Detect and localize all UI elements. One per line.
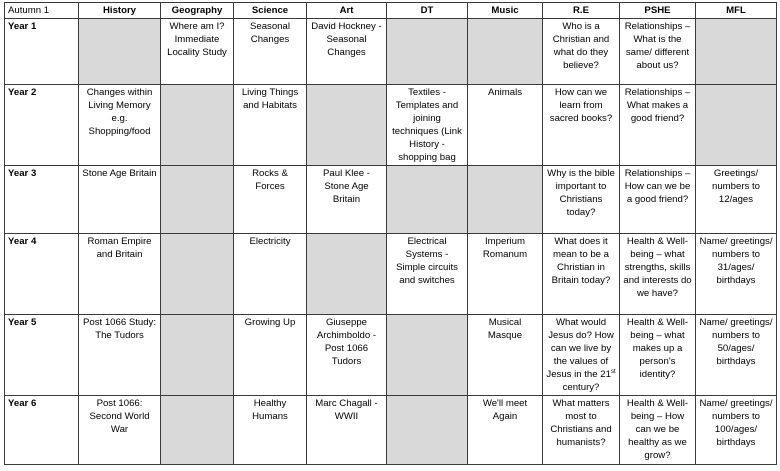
table-cell-empty: [161, 166, 234, 234]
table-cell: We'll meet Again: [468, 396, 543, 465]
table-cell-empty: [468, 166, 543, 234]
table-cell: Animals: [468, 85, 543, 166]
table-cell: Health & Well-being – How can we be healthy as we grow?: [620, 396, 696, 465]
table-cell-empty: [161, 396, 234, 465]
table-cell: Relationships – What is the same/ different about us?: [620, 19, 696, 85]
year-label: Year 6: [5, 396, 79, 465]
curriculum-table: [4, 2, 777, 465]
table-cell: Relationships – How can we be a good friend?: [620, 166, 696, 234]
year-label: Year 1: [5, 19, 79, 85]
table-row: [5, 166, 777, 234]
table-cell: Who is a Christian and what do they believe?: [543, 19, 620, 85]
table-cell: Giuseppe Archimboldo - Post 1066 Tudors: [307, 315, 387, 396]
table-cell: Healthy Humans: [234, 396, 307, 465]
table-cell-empty: [79, 19, 161, 85]
header-mfl: MFL: [696, 3, 777, 19]
header-dt: DT: [387, 3, 468, 19]
table-cell: Name/ greetings/ numbers to 50/ages/ birthdays: [696, 315, 777, 396]
header-geography: Geography: [161, 3, 234, 19]
header-pshe: PSHE: [620, 3, 696, 19]
table-cell: What would Jesus do? How can we live by the values of Jesus in the 21st century?: [543, 315, 620, 396]
table-cell: What matters most to Christians and humanists?: [543, 396, 620, 465]
table-cell-empty: [696, 85, 777, 166]
table-cell: Growing Up: [234, 315, 307, 396]
table-cell-empty: [387, 19, 468, 85]
table-cell: Electrical Systems - Simple circuits and switches: [387, 234, 468, 315]
table-cell: Post 1066: Second World War: [79, 396, 161, 465]
table-cell: Where am I? Immediate Locality Study: [161, 19, 234, 85]
table-cell: Stone Age Britain: [79, 166, 161, 234]
table-row: [5, 315, 777, 396]
table-cell: Health & Well-being – what makes up a person's identity?: [620, 315, 696, 396]
table-cell-empty: [387, 396, 468, 465]
table-cell-empty: [161, 315, 234, 396]
table-cell: David Hockney - Seasonal Changes: [307, 19, 387, 85]
table-row: [5, 396, 777, 465]
year-label: Year 5: [5, 315, 79, 396]
table-cell: Living Things and Habitats: [234, 85, 307, 166]
table-row: [5, 234, 777, 315]
table-cell-empty: [161, 85, 234, 166]
table-cell-empty: [468, 19, 543, 85]
year-label: Year 3: [5, 166, 79, 234]
table-cell: Name/ greetings/ numbers to 31/ages/ birthdays: [696, 234, 777, 315]
header-history: History: [79, 3, 161, 19]
table-cell: Relationships – What makes a good friend?: [620, 85, 696, 166]
table-cell: Seasonal Changes: [234, 19, 307, 85]
table-row: [5, 85, 777, 166]
header-art: Art: [307, 3, 387, 19]
table-cell: Imperium Romanum: [468, 234, 543, 315]
table-cell: How can we learn from sacred books?: [543, 85, 620, 166]
header-row: [5, 3, 777, 19]
table-cell: Textiles - Templates and joining techniques (Link History - shopping bag: [387, 85, 468, 166]
term-label: Autumn 1: [5, 3, 79, 19]
table-cell: Electricity: [234, 234, 307, 315]
table-cell: Health & Well-being – what strengths, skills and interests do we have?: [620, 234, 696, 315]
table-cell-empty: [387, 315, 468, 396]
table-cell: Name/ greetings/ numbers to 100/ages/ birthdays: [696, 396, 777, 465]
table-cell: Roman Empire and Britain: [79, 234, 161, 315]
table-cell: Post 1066 Study: The Tudors: [79, 315, 161, 396]
table-cell: Changes within Living Memory e.g. Shopping/food: [79, 85, 161, 166]
header-music: Music: [468, 3, 543, 19]
table-cell: What does it mean to be a Christian in Britain today?: [543, 234, 620, 315]
table-cell: Rocks & Forces: [234, 166, 307, 234]
table-cell-empty: [161, 234, 234, 315]
table-cell: Musical Masque: [468, 315, 543, 396]
table-cell-empty: [307, 234, 387, 315]
table-cell: Paul Klee - Stone Age Britain: [307, 166, 387, 234]
table-row: [5, 19, 777, 85]
year-label: Year 2: [5, 85, 79, 166]
table-cell-empty: [696, 19, 777, 85]
table-cell-empty: [307, 85, 387, 166]
table-cell-empty: [387, 166, 468, 234]
header-re: R.E: [543, 3, 620, 19]
year-label: Year 4: [5, 234, 79, 315]
table-cell: Why is the bible important to Christians today?: [543, 166, 620, 234]
header-science: Science: [234, 3, 307, 19]
table-cell: Greetings/ numbers to 12/ages: [696, 166, 777, 234]
table-cell: Marc Chagall - WWII: [307, 396, 387, 465]
